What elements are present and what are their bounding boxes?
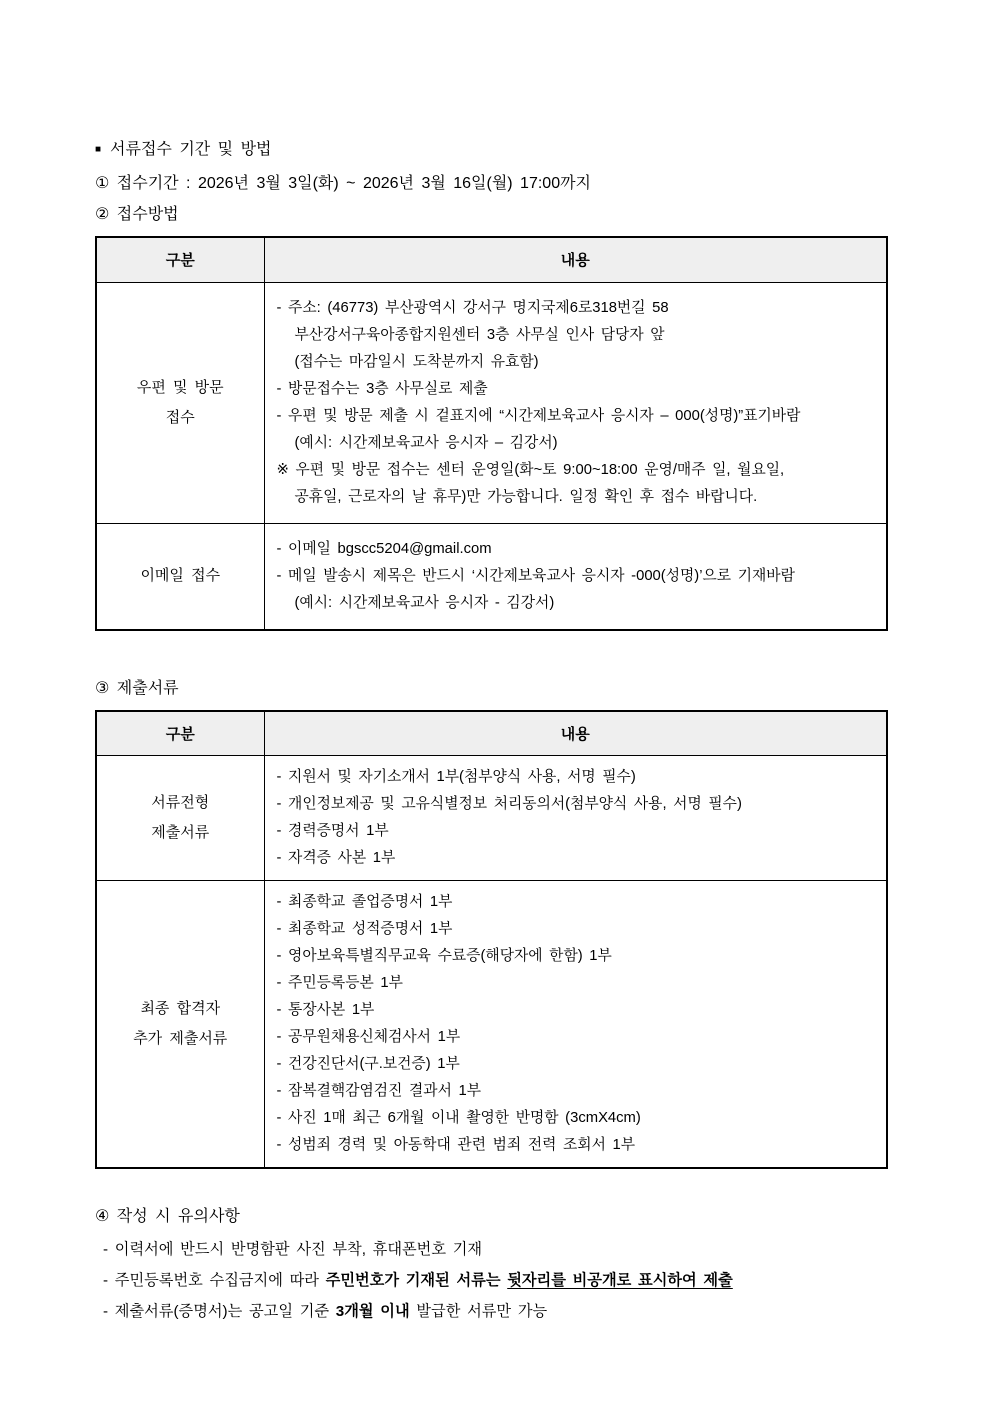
row-category bbox=[96, 282, 264, 523]
cell-line bbox=[277, 484, 877, 511]
cell-line bbox=[277, 970, 877, 997]
line-receipt-method: ② 접수방법 bbox=[95, 206, 179, 223]
line-submission-documents: ③ 제출서류 bbox=[95, 679, 179, 697]
cell-line bbox=[277, 590, 877, 617]
col-header-content: 내용 bbox=[264, 711, 887, 756]
cell-text-segment: - 잠복결핵감염검진 결과서 1부 bbox=[276, 1083, 482, 1099]
table-header-row bbox=[96, 237, 887, 282]
cell-line bbox=[277, 295, 877, 322]
cell-line bbox=[277, 403, 877, 430]
square-bullet-icon: ■ bbox=[95, 144, 102, 155]
cell-line bbox=[277, 457, 877, 484]
cell-line bbox=[277, 1024, 877, 1051]
note-line bbox=[95, 1234, 888, 1265]
note-text-segment: 발급한 서류만 가능 bbox=[409, 1303, 548, 1320]
receipt-method-table bbox=[95, 236, 888, 631]
cell-text-segment: - 지원서 및 자기소개서 1부(첨부양식 사용, 서명 필수) bbox=[276, 769, 636, 785]
line-notes-title: ④ 작성 시 유의사항 bbox=[95, 1208, 240, 1225]
cell-text-segment: - 주소: (46773) 부산광역시 강서구 명지국제6로318번길 58 bbox=[276, 299, 669, 316]
line-receipt-period: ① 접수기간 : 2026년 3월 3일(화) ~ 2026년 3월 16일(월) 17:00까지 bbox=[95, 175, 592, 192]
cell-text-segment: - 방문접수는 3층 사무실로 제출 bbox=[276, 380, 488, 397]
col-header-category: 구분 bbox=[96, 237, 264, 282]
row-category-line: 최종 합격자 bbox=[140, 1000, 221, 1017]
note-text-segment: - 주민등록번호 수집금지에 따라 bbox=[103, 1272, 326, 1289]
col-header-category: 구분 bbox=[96, 711, 264, 756]
cell-line bbox=[277, 791, 877, 818]
cell-line bbox=[277, 322, 877, 349]
cell-line bbox=[277, 563, 877, 590]
row-content bbox=[264, 523, 887, 630]
cell-line bbox=[277, 845, 877, 872]
cell-text-segment: 공휴일, 근로자의 날 휴무)만 가능합니다. 일정 확인 후 접수 바랍니다. bbox=[294, 488, 758, 505]
table-row bbox=[96, 756, 887, 881]
cell-line bbox=[277, 376, 877, 403]
section-title bbox=[95, 138, 888, 162]
cell-line bbox=[277, 889, 877, 916]
note-text-segment: 3개월 이내 bbox=[335, 1303, 410, 1320]
row-category-line: 서류전형 bbox=[151, 794, 210, 811]
note-line bbox=[95, 1296, 888, 1327]
submission-documents-table bbox=[95, 710, 888, 1170]
cell-line bbox=[277, 916, 877, 943]
table-row bbox=[96, 523, 887, 630]
cell-text-segment: - 성범죄 경력 및 아동학대 관련 범죄 전력 조회서 1부 bbox=[276, 1137, 636, 1153]
row-content bbox=[264, 282, 887, 523]
cell-text-segment: - 경력증명서 1부 bbox=[276, 823, 389, 839]
note-text-segment: 뒷자리를 비공개로 표시하여 제출 bbox=[507, 1272, 733, 1289]
table-header-row bbox=[96, 711, 887, 756]
col-header-content: 내용 bbox=[264, 237, 887, 282]
cell-text-segment: - 최종학교 졸업증명서 1부 bbox=[276, 894, 453, 910]
cell-text-segment: - 자격증 사본 1부 bbox=[276, 850, 396, 866]
cell-text-segment: (예시: 시간제보육교사 응시자 – 김강서) bbox=[294, 434, 558, 451]
cell-line bbox=[277, 943, 877, 970]
cell-line bbox=[277, 1051, 877, 1078]
row-category-line: 추가 제출서류 bbox=[133, 1030, 228, 1047]
notes-section bbox=[95, 1201, 888, 1327]
row-category bbox=[96, 756, 264, 881]
cell-text-segment: - 공무원채용신체검사서 1부 bbox=[276, 1029, 461, 1045]
cell-text-segment: - 최종학교 성적증명서 1부 bbox=[276, 921, 453, 937]
cell-text-segment: ※ 우편 및 방문 접수는 센터 운영일(화~토 9:00~18:00 운영/매주 일, 월요일, bbox=[276, 461, 785, 478]
row-category bbox=[96, 523, 264, 630]
note-text-segment: - 제출서류(증명서)는 공고일 기준 bbox=[103, 1303, 336, 1320]
notes-lines bbox=[95, 1234, 888, 1327]
cell-text-segment: - 사진 1매 최근 6개월 이내 촬영한 반명함 (3cmX4cm) bbox=[276, 1110, 641, 1126]
note-line bbox=[95, 1265, 888, 1296]
cell-text-segment: - 개인정보제공 및 고유식별정보 처리동의서(첨부양식 사용, 서명 필수) bbox=[276, 796, 742, 812]
row-content bbox=[264, 881, 887, 1169]
row-category-line: 제출서류 bbox=[151, 824, 210, 841]
row-content bbox=[264, 756, 887, 881]
cell-line bbox=[277, 764, 877, 791]
cell-line bbox=[277, 349, 877, 376]
note-text-segment: 주민번호가 기재된 서류는 bbox=[325, 1272, 508, 1289]
table-row bbox=[96, 881, 887, 1169]
row-category bbox=[96, 881, 264, 1169]
cell-line bbox=[277, 430, 877, 457]
cell-text-segment: (예시: 시간제보육교사 응시자 - 김강서) bbox=[294, 594, 555, 611]
row-category-line: 이메일 접수 bbox=[140, 567, 221, 584]
cell-line bbox=[277, 997, 877, 1024]
cell-text-segment: 부산강서구육아종합지원센터 3층 사무실 인사 담당자 앞 bbox=[294, 326, 665, 343]
cell-text-segment: - 통장사본 1부 bbox=[276, 1002, 375, 1018]
row-category-line: 우편 및 방문 bbox=[136, 378, 224, 396]
cell-line bbox=[277, 1105, 877, 1132]
row-category-line: 접수 bbox=[165, 408, 195, 426]
cell-line bbox=[277, 818, 877, 845]
cell-text-segment: (접수는 마감일시 도착분까지 유효함) bbox=[294, 353, 539, 370]
cell-text-segment: - 우편 및 방문 제출 시 겉표지에 “시간제보육교사 응시자 – 000(성명)”표기바람 bbox=[276, 407, 801, 424]
cell-line bbox=[277, 1132, 877, 1159]
cell-text-segment: - 이메일 bgscc5204@gmail.com bbox=[276, 540, 492, 557]
note-text-segment: - 이력서에 반드시 반명함판 사진 부착, 휴대폰번호 기재 bbox=[103, 1241, 483, 1258]
table-row bbox=[96, 282, 887, 523]
cell-text-segment: - 메일 발송시 제목은 반드시 ‘시간제보육교사 응시자 -000(성명)’으로 기재바람 bbox=[276, 567, 795, 584]
section-title-text: 서류접수 기간 및 방법 bbox=[110, 141, 272, 158]
cell-line bbox=[277, 1078, 877, 1105]
cell-text-segment: - 주민등록등본 1부 bbox=[276, 975, 403, 991]
cell-text-segment: - 건강진단서(구.보건증) 1부 bbox=[276, 1056, 460, 1072]
cell-line bbox=[277, 536, 877, 563]
cell-text-segment: - 영아보육특별직무교육 수료증(해당자에 한함) 1부 bbox=[276, 948, 612, 964]
